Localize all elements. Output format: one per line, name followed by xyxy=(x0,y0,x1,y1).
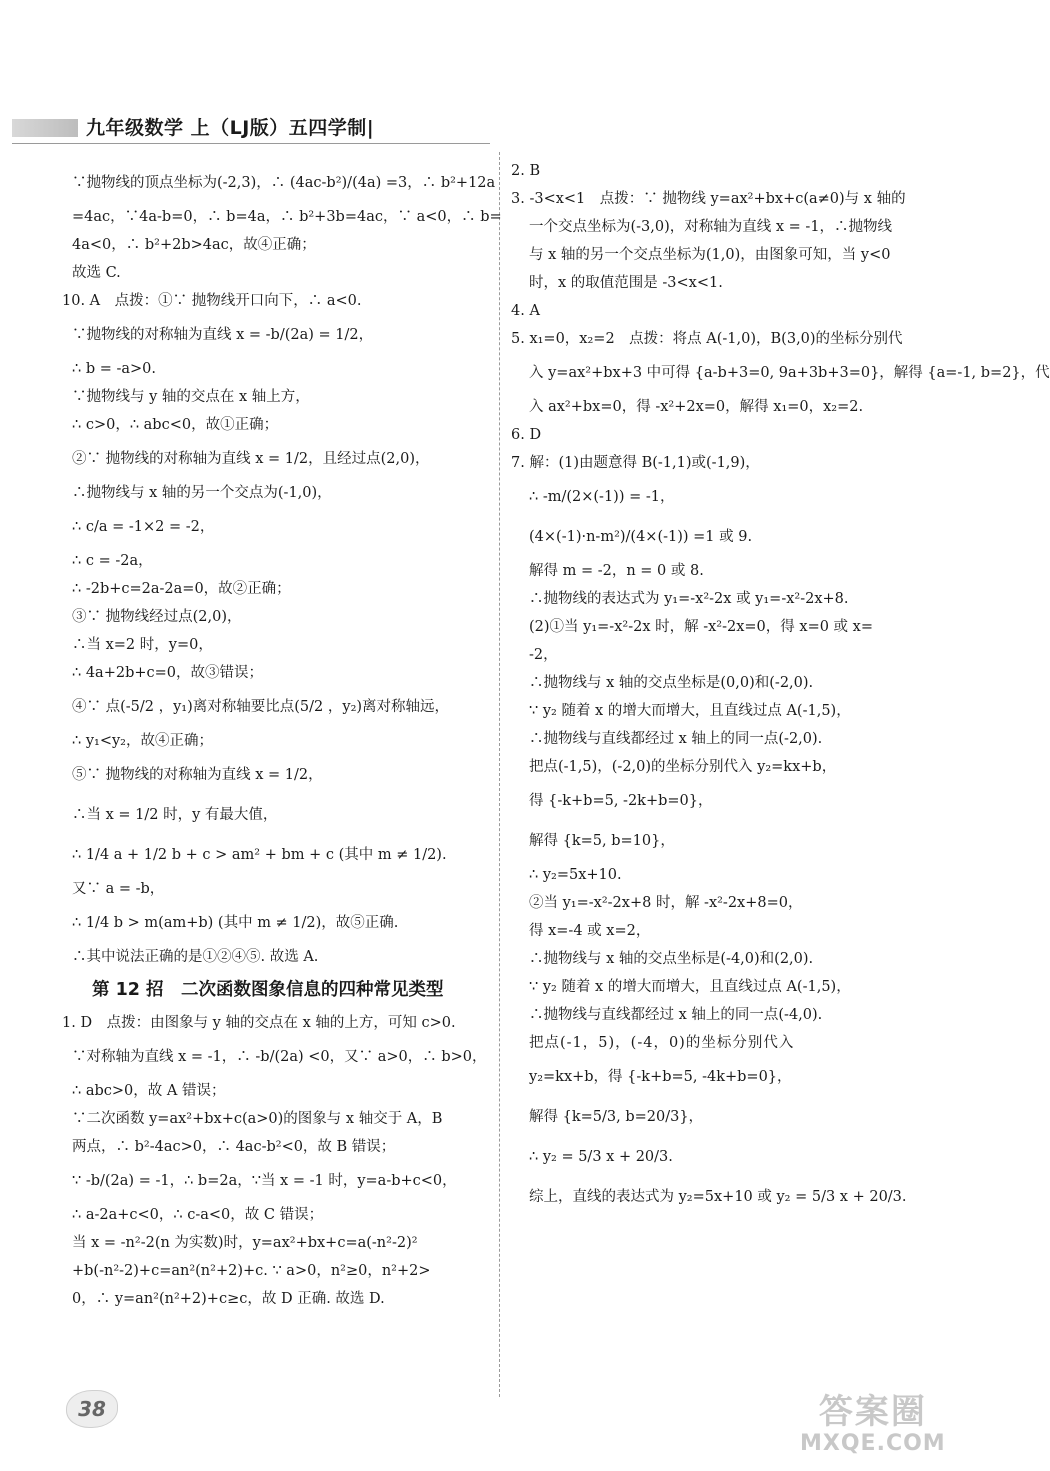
text-line: 时，x 的取值范围是 -3<x<1. xyxy=(529,275,723,291)
text-line: ∵二次函数 y=ax²+bx+c(a>0)的图象与 x 轴交于 A，B xyxy=(72,1111,443,1127)
text-line: 解得 {k=5, b=10}， xyxy=(529,833,675,849)
text-line: ∴ -2b+c=2a-2a=0，故②正确； xyxy=(72,581,291,597)
text-line: =4ac，∵4a-b=0，∴ b=4a，∴ b²+3b=4ac，∵ a<0，∴ b= xyxy=(72,209,502,225)
text-line: ∵抛物线的对称轴为直线 x = -b/(2a) = 1/2， xyxy=(72,327,374,343)
text-line: ∵对称轴为直线 x = -1，∴ -b/(2a) <0，又∵ a>0，∴ b>0， xyxy=(72,1049,487,1065)
text-line: ∵抛物线与 y 轴的交点在 x 轴上方， xyxy=(72,389,310,405)
text-line: ∴抛物线与 x 轴的另一个交点为(-1,0)， xyxy=(72,485,332,501)
answer-item-5: 5. x₁=0，x₂=2 点拨：将点 A(-1,0)，B(3,0)的坐标分别代 xyxy=(511,331,903,347)
text-line: 当 x = -n²-2(n 为实数)时，y=ax²+bx+c=a(-n²-2)² xyxy=(72,1235,418,1251)
text-line: ②∵ 抛物线的对称轴为直线 x = 1/2，且经过点(2,0)， xyxy=(72,451,430,467)
text-line: ②当 y₁=-x²-2x+8 时，解 -x²-2x+8=0， xyxy=(529,895,803,911)
watermark-text: 答案圈 xyxy=(818,1392,927,1432)
text-line: ∴ 4a+2b+c=0，故③错误； xyxy=(72,665,264,681)
text-line: 综上，直线的表达式为 y₂=5x+10 或 y₂ = 5/3 x + 20/3. xyxy=(529,1189,907,1205)
text-line: ∴其中说法正确的是①②④⑤. 故选 A. xyxy=(72,949,319,965)
answer-item-3: 3. -3<x<1 点拨：∵ 抛物线 y=ax²+bx+c(a≠0)与 x 轴的 xyxy=(511,191,906,207)
watermark-url: MXQE.COM xyxy=(800,1431,946,1456)
text-line: y₂=kx+b，得 {-k+b=5, -4k+b=0}， xyxy=(529,1069,792,1085)
text-line: 把点(-1,5)，(-2,0)的坐标分别代入 y₂=kx+b， xyxy=(529,759,837,775)
text-line: 解得 {k=5/3, b=20/3}， xyxy=(529,1109,704,1125)
text-line: ③∵ 抛物线经过点(2,0)， xyxy=(72,609,242,625)
text-line: 4a<0，∴ b²+2b>4ac，故④正确； xyxy=(72,237,316,253)
text-line: -2， xyxy=(529,647,558,663)
text-line: 解得 m = -2，n = 0 或 8. xyxy=(529,563,704,579)
text-line: ∴当 x=2 时，y=0， xyxy=(72,637,213,653)
text-line: 0，∴ y=an²(n²+2)+c≥c，故 D 正确. 故选 D. xyxy=(72,1291,385,1307)
text-line: ∵ -b/(2a) = -1，∴ b=2a，∵当 x = -1 时，y=a-b+c<0， xyxy=(72,1173,457,1189)
text-line: ∴抛物线与 x 轴的交点坐标是(-4,0)和(2,0). xyxy=(529,951,814,967)
text-line: 两点，∴ b²-4ac>0，∴ 4ac-b²<0，故 B 错误； xyxy=(72,1139,396,1155)
running-header-title: 九年级数学 上（LJ版）五四学制| xyxy=(86,117,375,139)
text-line: ④∵ 点(-5/2 ，y₁)离对称轴要比点(5/2 ，y₂)离对称轴远， xyxy=(72,699,450,715)
text-line: ∴抛物线与 x 轴的交点坐标是(0,0)和(-2,0). xyxy=(529,675,814,691)
text-line: 把点(-1，5)，(-4，0)的坐标分别代入 xyxy=(529,1035,795,1051)
section-heading: 第 12 招 二次函数图象信息的四种常见类型 xyxy=(92,980,444,1000)
answer-item-7: 7. 解：(1)由题意得 B(-1,1)或(-1,9)， xyxy=(511,455,760,471)
text-line: ∴ y₁<y₂，故④正确； xyxy=(72,733,213,749)
watermark-logo xyxy=(800,1392,946,1456)
right-column xyxy=(511,157,1050,1217)
text-line: ∵ y₂ 随着 x 的增大而增大，且直线过点 A(-1,5)， xyxy=(529,703,851,719)
text-line: 与 x 轴的另一个交点坐标为(1,0)，由图象可知，当 y<0 xyxy=(529,247,891,263)
text-line: 得 x=-4 或 x=2， xyxy=(529,923,651,939)
left-column xyxy=(62,163,502,1313)
text-line: 入 ax²+bx=0，得 -x²+2x=0，解得 x₁=0，x₂=2. xyxy=(529,399,864,415)
text-line: (4×(-1)·n-m²)/(4×(-1)) =1 或 9. xyxy=(529,529,753,545)
answer-item-6: 6. D xyxy=(511,427,542,443)
text-line: ∴ abc>0，故 A 错误； xyxy=(72,1083,226,1099)
text-line: ∴抛物线与直线都经过 x 轴上的同一点(-4,0). xyxy=(529,1007,823,1023)
text-line: ∵ y₂ 随着 x 的增大而增大，且直线过点 A(-1,5)， xyxy=(529,979,851,995)
text-line: ∴ c = -2a， xyxy=(72,553,153,569)
text-line: (2)①当 y₁=-x²-2x 时，解 -x²-2x=0，得 x=0 或 x= xyxy=(529,619,873,635)
text-line: ∴ -m/(2×(-1)) = -1， xyxy=(529,489,675,505)
text-line: 故选 C. xyxy=(72,265,121,281)
text-line: ∴ 1/4 a + 1/2 b + c > am² + bm + c (其中 m ≠ 1/2). xyxy=(72,847,447,863)
answer-item-1: 1. D 点拨：由图象与 y 轴的交点在 x 轴的上方，可知 c>0. xyxy=(62,1015,456,1031)
text-line: ∴ a-2a+c<0，∴ c-a<0，故 C 错误； xyxy=(72,1207,324,1223)
text-line: ∴当 x = 1/2 时，y 有最大值， xyxy=(72,807,278,823)
page-number: 38 xyxy=(66,1390,118,1428)
header-decor-bar xyxy=(12,119,78,137)
text-line: ∴抛物线的表达式为 y₁=-x²-2x 或 y₁=-x²-2x+8. xyxy=(529,591,849,607)
column-divider xyxy=(499,152,500,1397)
text-line: ∴ y₂=5x+10. xyxy=(529,867,622,883)
text-line: 得 {-k+b=5, -2k+b=0}， xyxy=(529,793,713,809)
text-line: 一个交点坐标为(-3,0)，对称轴为直线 x = -1，∴抛物线 xyxy=(529,219,893,235)
text-line: ∴ c/a = -1×2 = -2， xyxy=(72,519,215,535)
text-line: ∵抛物线的顶点坐标为(-2,3)，∴ (4ac-b²)/(4a) =3，∴ b²+12a xyxy=(72,175,496,191)
text-line: 又∵ a = -b， xyxy=(72,881,165,897)
header-rule xyxy=(12,143,490,144)
text-line: +b(-n²-2)+c=an²(n²+2)+c. ∵ a>0，n²≥0，n²+2> xyxy=(72,1263,431,1279)
text-line: ∴ y₂ = 5/3 x + 20/3. xyxy=(529,1149,673,1165)
text-line: ⑤∵ 抛物线的对称轴为直线 x = 1/2， xyxy=(72,767,323,783)
text-line: ∴抛物线与直线都经过 x 轴上的同一点(-2,0). xyxy=(529,731,823,747)
answer-item-4: 4. A xyxy=(511,303,540,319)
text-line: ∴ 1/4 b > m(am+b) (其中 m ≠ 1/2)，故⑤正确. xyxy=(72,915,399,931)
answer-item-10: 10. A 点拨：①∵ 抛物线开口向下，∴ a<0. xyxy=(62,293,362,309)
text-line: ∴ b = -a>0. xyxy=(72,361,157,377)
answer-item-2: 2. B xyxy=(511,163,541,179)
text-line: 入 y=ax²+bx+3 中可得 {a-b+3=0, 9a+3b+3=0}，解得 {a=-1, b=2}，代 xyxy=(529,365,1050,381)
text-line: ∴ c>0，∴ abc<0，故①正确； xyxy=(72,417,279,433)
